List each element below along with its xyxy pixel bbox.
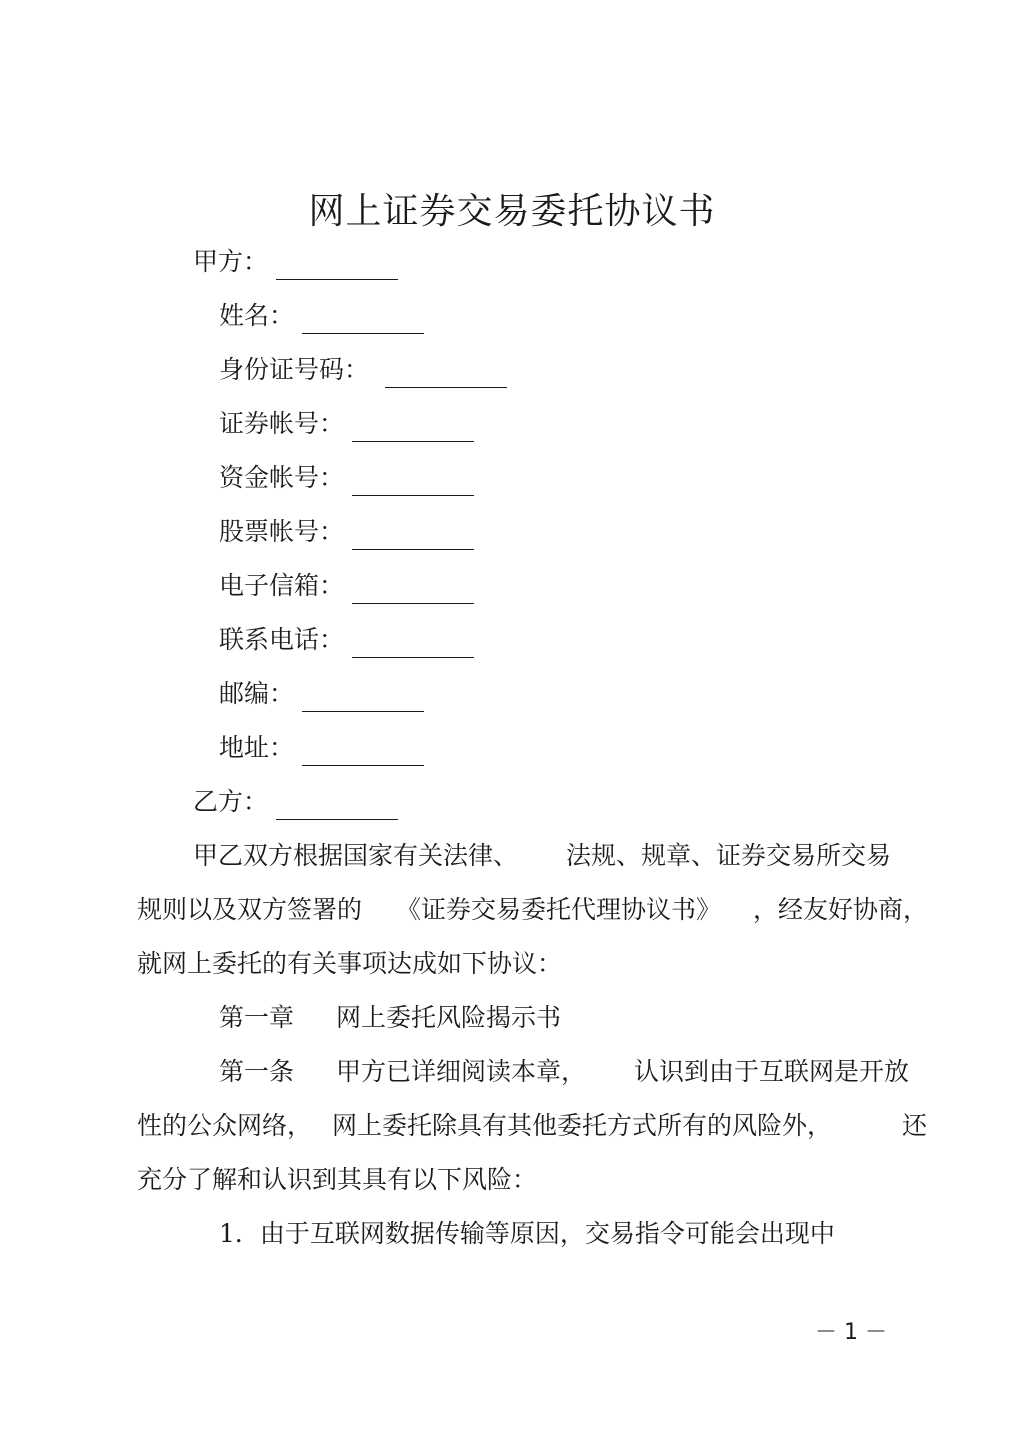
- intro-line-2: [137, 892, 928, 928]
- fund-account-field: [219, 460, 474, 496]
- address-blank: [302, 737, 424, 766]
- stock-account-label: 股票帐号：: [219, 517, 345, 546]
- article-1-line-2c: 还: [901, 1111, 927, 1140]
- id-number-blank: [385, 359, 507, 388]
- securities-account-field: [219, 406, 474, 442]
- id-number-label: 身份证号码：: [219, 355, 370, 384]
- name-label: 姓名：: [219, 301, 295, 330]
- article-1-line-2: [137, 1108, 927, 1144]
- document-title: 网上证券交易委托协议书: [308, 191, 716, 232]
- email-blank: [352, 575, 474, 604]
- intro-line-3-text: 就网上委托的有关事项达成如下协议：: [137, 949, 563, 978]
- article-1-line-1: [137, 1054, 909, 1090]
- page-number: － 1 －: [815, 1320, 887, 1345]
- phone-blank: [352, 629, 474, 658]
- intro-line-1a: 甲乙双方根据国家有关法律、: [193, 841, 519, 870]
- fund-account-label: 资金帐号：: [219, 463, 345, 492]
- chapter-name: 网上委托风险揭示书: [335, 1003, 561, 1032]
- article-1-line-2b: 网上委托除具有其他委托方式所有的风险外，: [331, 1111, 832, 1140]
- intro-line-1b: 法规、规章、证券交易所交易: [565, 841, 891, 870]
- fund-account-blank: [352, 467, 474, 496]
- postcode-field: [219, 676, 424, 712]
- party-b-blank: [276, 791, 398, 820]
- address-label: 地址：: [219, 733, 295, 762]
- name-blank: [302, 305, 424, 334]
- intro-line-2c: ，经友好协商，: [752, 895, 928, 924]
- chapter-number: 第一章: [219, 1003, 295, 1032]
- article-1-line-2a: 性的公众网络，: [137, 1111, 313, 1140]
- party-a-field: [193, 244, 398, 280]
- securities-account-blank: [352, 413, 474, 442]
- phone-field: [219, 622, 474, 658]
- intro-line-1: [137, 838, 897, 874]
- party-a-label: 甲方：: [193, 247, 269, 276]
- stock-account-blank: [352, 521, 474, 550]
- securities-account-label: 证券帐号：: [219, 409, 345, 438]
- chapter-heading: [219, 1000, 561, 1036]
- id-number-field: [219, 352, 507, 388]
- article-1-line-3: [137, 1162, 897, 1198]
- stock-account-field: [219, 514, 474, 550]
- item-1-text: 1．由于互联网数据传输等原因，交易指令可能会出现中: [219, 1219, 835, 1248]
- article-1-line-3-text: 充分了解和认识到其具有以下风险：: [137, 1165, 538, 1194]
- phone-label: 联系电话：: [219, 625, 345, 654]
- address-field: [219, 730, 424, 766]
- party-b-field: [193, 784, 398, 820]
- article-1-line-1a: 甲方已详细阅读本章，: [335, 1057, 586, 1086]
- name-field: [219, 298, 424, 334]
- party-b-label: 乙方：: [193, 787, 269, 816]
- article-1-line-1b: 认识到由于互联网是开放: [633, 1057, 909, 1086]
- item-1: [137, 1216, 897, 1252]
- intro-line-3: [137, 946, 897, 982]
- postcode-blank: [302, 683, 424, 712]
- article-1-number: 第一条: [219, 1057, 295, 1086]
- intro-line-2b: 《证券交易委托代理协议书》: [395, 895, 721, 924]
- email-field: [219, 568, 474, 604]
- party-a-blank: [276, 251, 398, 280]
- email-label: 电子信箱：: [219, 571, 345, 600]
- postcode-label: 邮编：: [219, 679, 295, 708]
- intro-line-2a: 规则以及双方签署的: [137, 895, 363, 924]
